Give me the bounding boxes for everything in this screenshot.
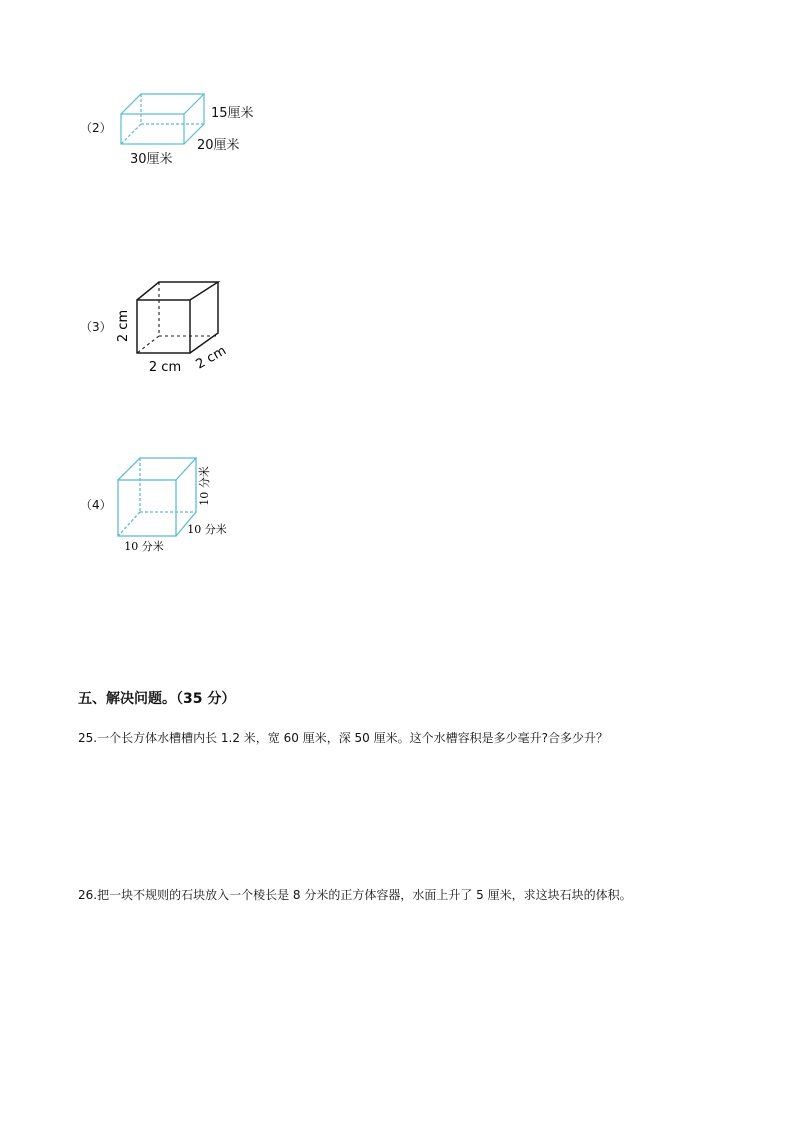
cube-hidden-edges	[118, 458, 196, 536]
question-26: 26.把一块不规则的石块放入一个棱长是 8 分米的正方体容器，水面上升了 5 厘米，求这块石块的体积。	[78, 888, 632, 902]
dimension-length-label: 10 分米	[124, 540, 164, 553]
cuboid-top-face	[121, 94, 204, 114]
question-25: 25.一个长方体水槽槽内长 1.2 米，宽 60 厘米，深 50 厘米。这个水槽容积是多少毫升?合多少升？	[78, 731, 608, 745]
cube-figure-3	[115, 278, 245, 378]
dimension-length-label: 30厘米	[130, 152, 173, 167]
cube-top-face	[118, 458, 196, 480]
cuboid-front-face	[121, 114, 184, 144]
cube-top-face	[137, 282, 218, 300]
dimension-width-label: 20厘米	[197, 138, 240, 153]
cube-right-face	[190, 282, 218, 353]
figure-label: （2）	[80, 121, 112, 135]
cube-figure-4	[110, 452, 240, 562]
dimension-length-label: 2 cm	[148, 360, 182, 375]
dimension-height-label: 15厘米	[211, 106, 254, 121]
dimension-width-label: 2 cm	[193, 343, 229, 373]
dimension-height-label: 10 分米	[198, 466, 211, 506]
figure-label: （3）	[80, 320, 112, 334]
dimension-width-label: 10 分米	[187, 523, 227, 536]
figure-label: （4）	[80, 498, 112, 512]
cube-front-face	[137, 300, 190, 353]
cube-front-face	[118, 480, 176, 536]
section-title: 五、解决问题。（35 分）	[78, 691, 236, 707]
dimension-height-label: 2 cm	[116, 309, 131, 343]
